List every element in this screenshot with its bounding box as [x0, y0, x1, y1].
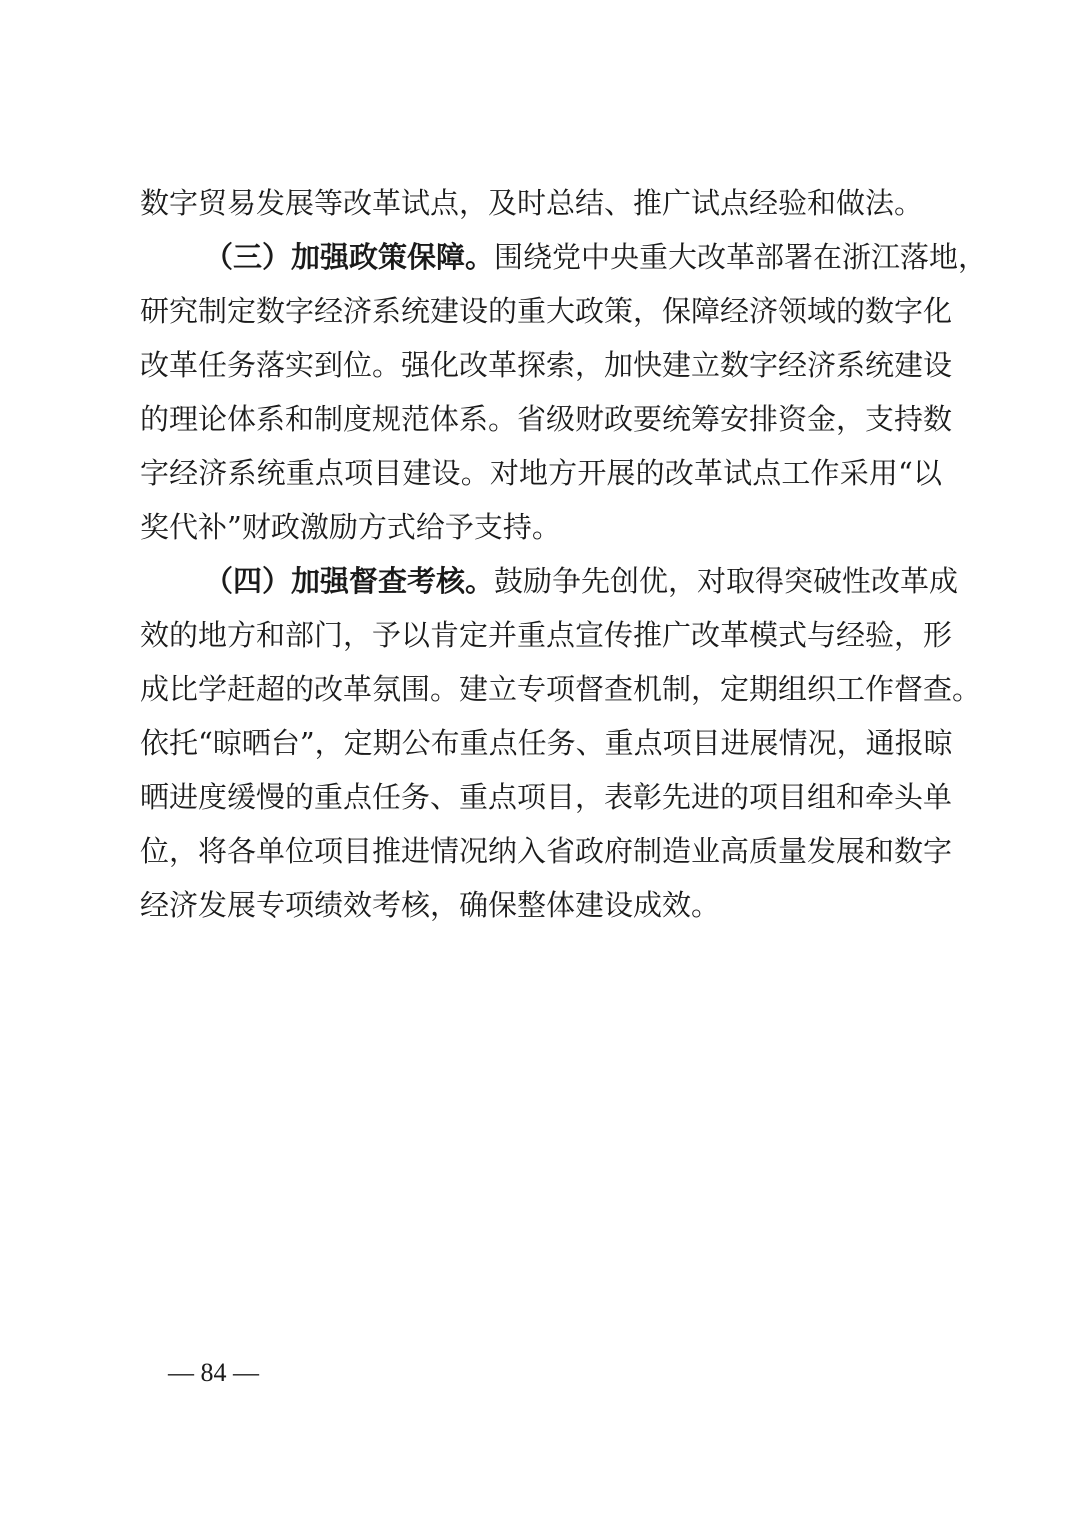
text-line: [140, 446, 942, 500]
text-line: [140, 500, 942, 554]
line-text: 经济发展专项绩效考核，确保整体建设成效。: [140, 888, 721, 922]
line-text: 效的地方和部门，予以肯定并重点宣传推广改革模式与经验，形: [140, 618, 953, 652]
text-line: [140, 770, 953, 824]
line-text: 研究制定数字经济系统建设的重大政策，保障经济领域的数字化: [140, 294, 953, 328]
text-line: [140, 878, 942, 932]
section-heading: （三）加强政策保障。: [204, 240, 495, 274]
text-line: [140, 824, 953, 878]
line-text: 晒进度缓慢的重点任务、重点项目，表彰先进的项目组和牵头单: [140, 780, 953, 814]
text-line: [140, 230, 988, 284]
line-text: 成比学赶超的改革氛围。建立专项督查机制，定期组织工作督查。: [140, 672, 982, 706]
line-text: 的理论体系和制度规范体系。省级财政要统筹安排资金，支持数: [140, 402, 953, 436]
line-text: 围绕党中央重大改革部署在浙江落地，: [494, 240, 988, 274]
text-line: [140, 338, 953, 392]
text-line: [140, 176, 942, 230]
body-text: [140, 176, 988, 932]
text-line: [140, 608, 953, 662]
text-line: [140, 662, 982, 716]
line-text: 字经济系统重点项目建设。对地方开展的改革试点工作采用“以: [140, 456, 942, 490]
line-text: 奖代补”财政激励方式给予支持。: [140, 510, 561, 544]
text-line: [140, 392, 953, 446]
section-heading: （四）加强督查考核。: [204, 564, 495, 598]
line-text: 数字贸易发展等改革试点，及时总结、推广试点经验和做法。: [140, 186, 924, 220]
text-line: [140, 284, 953, 338]
text-line: [140, 716, 953, 770]
line-text: 改革任务落实到位。强化改革探索，加快建立数字经济系统建设: [140, 348, 953, 382]
line-text: 鼓励争先创优，对取得突破性改革成: [494, 564, 959, 598]
line-text: 依托“晾晒台”，定期公布重点任务、重点项目进展情况，通报晾: [140, 726, 953, 760]
text-line: [140, 554, 959, 608]
line-text: 位，将各单位项目推进情况纳入省政府制造业高质量发展和数字: [140, 834, 953, 868]
page-number: — 84 —: [168, 1358, 259, 1387]
